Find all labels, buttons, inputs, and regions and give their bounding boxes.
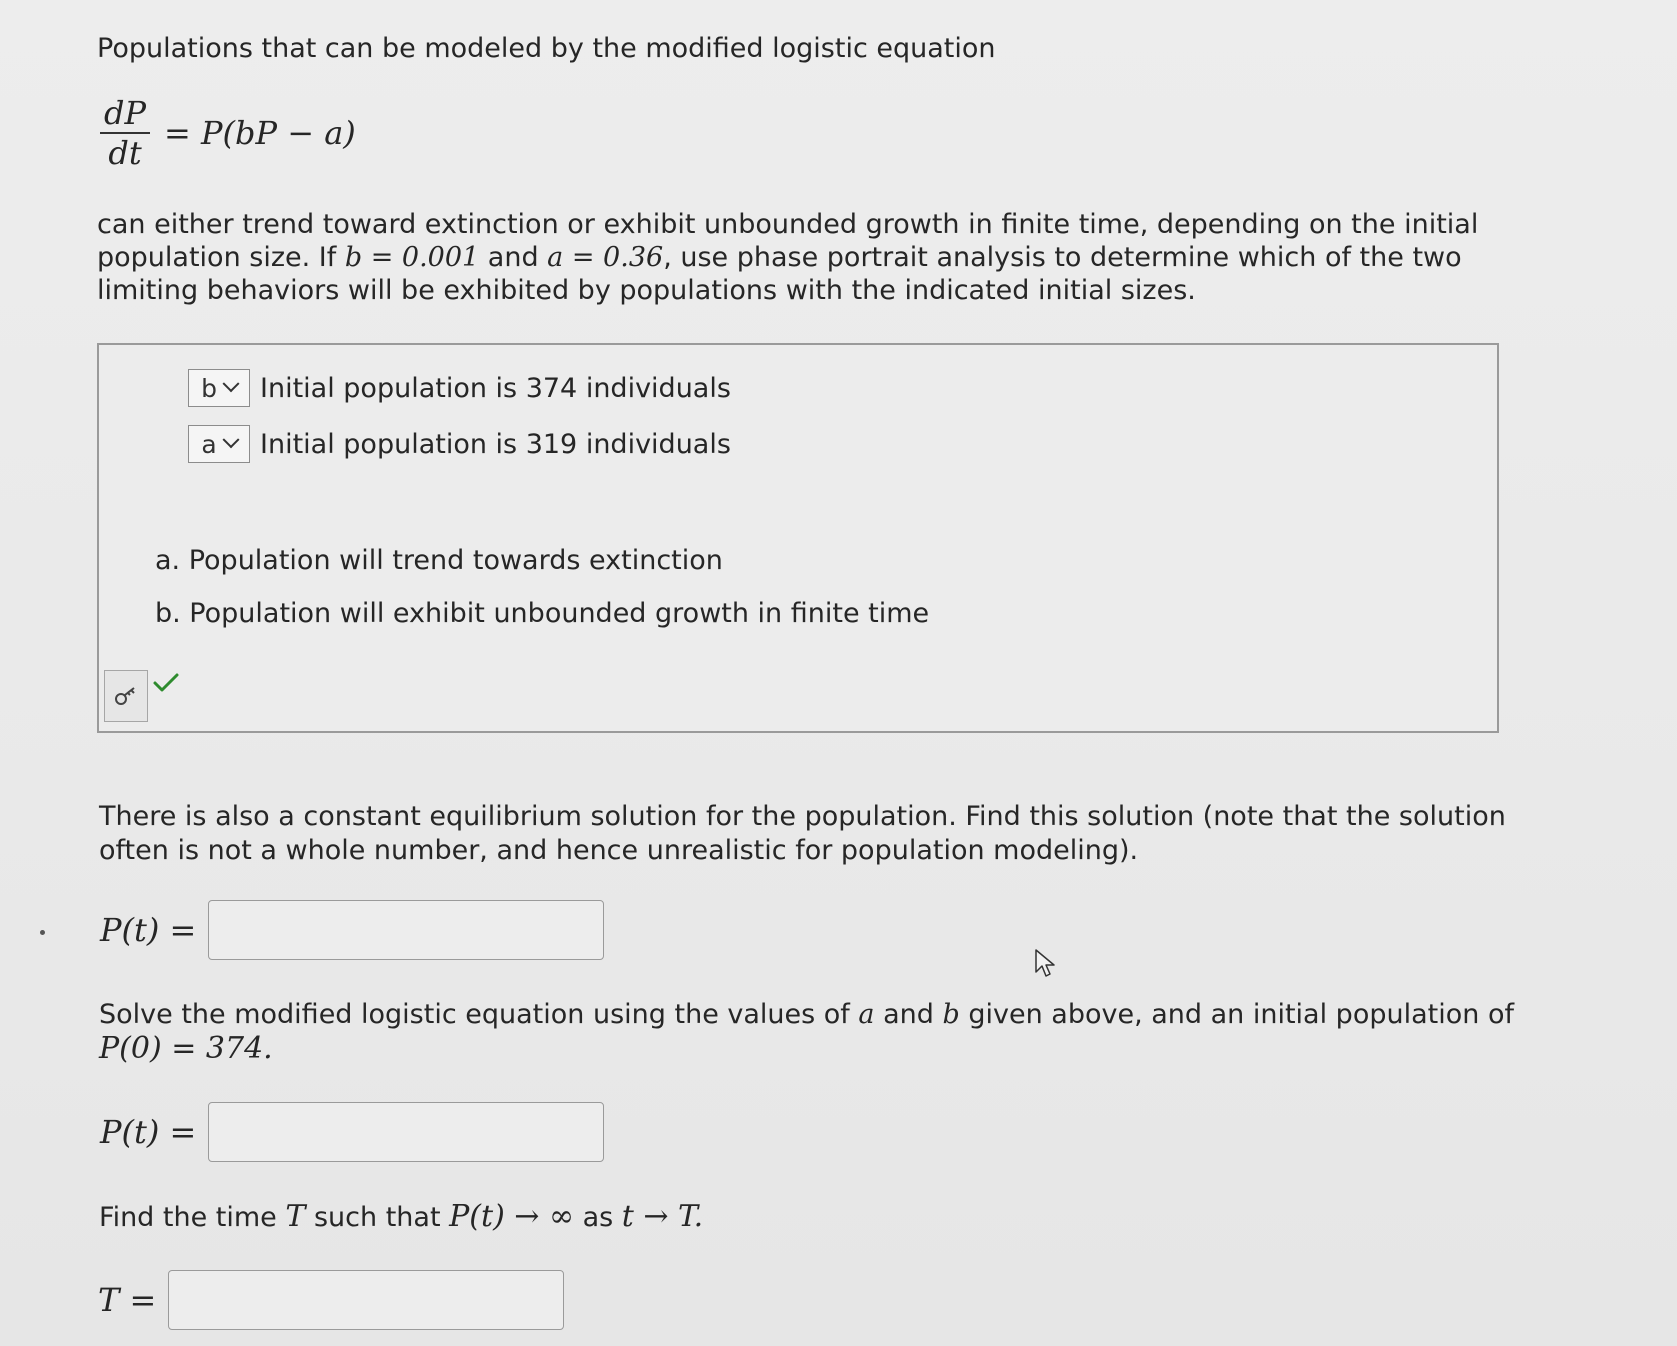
intro-text: Populations that can be modeled by the modified logistic equation [97, 33, 996, 64]
description-line-3: limiting behaviors will be exhibited by populations with the indicated initial sizes. [97, 275, 1196, 306]
derivative-fraction [100, 94, 150, 172]
select-value: a [201, 429, 217, 459]
limit-expression: t → T. [621, 1199, 704, 1234]
equilibrium-input-label: P(t) = [100, 911, 197, 949]
time-input[interactable] [168, 1270, 564, 1330]
time-input-row [98, 1270, 564, 1330]
equilibrium-line-2: often is not a whole number, and hence unrealistic for population modeling). [99, 835, 1139, 866]
equilibrium-input-row [100, 900, 604, 960]
matching-row-label: Initial population is 319 individuals [260, 428, 731, 460]
time-mid-1: such that [305, 1202, 450, 1233]
matching-row-374 [188, 369, 731, 407]
description-line-2-mid: and [479, 242, 548, 273]
logistic-equation [100, 88, 356, 178]
time-input-label: T = [98, 1281, 157, 1319]
key-icon [113, 685, 139, 707]
solution-input-label: P(t) = [100, 1113, 197, 1151]
a-value: a = 0.36 [547, 242, 664, 273]
fraction-denominator: dt [108, 134, 142, 172]
equilibrium-input[interactable] [208, 900, 604, 960]
a-variable: a [858, 999, 875, 1030]
solve-line-1 [99, 998, 1514, 1032]
solution-input-row [100, 1102, 604, 1162]
solve-line-1-a: Solve the modified logistic equation using the values of [99, 999, 859, 1030]
T-variable: T [285, 1199, 306, 1234]
solve-line-1-mid: and [874, 999, 943, 1030]
option-b: b. Population will exhibit unbounded growth in finite time [155, 598, 930, 629]
solution-input[interactable] [208, 1102, 604, 1162]
chevron-down-icon [222, 431, 239, 448]
checkmark-icon [152, 672, 180, 698]
time-mid-2: as [573, 1202, 622, 1233]
equilibrium-line-1: There is also a constant equilibrium solution for the population. Find this solution (note that the solution [99, 801, 1506, 832]
matching-row-319 [188, 425, 731, 463]
answer-select-319[interactable] [188, 425, 250, 463]
bullet-dot [40, 930, 45, 935]
time-prefix: Find the time [99, 1202, 286, 1233]
description-line-2 [97, 241, 1462, 275]
solve-line-1-b: given above, and an initial population of [959, 999, 1514, 1030]
equation-rhs: = P(bP − a) [164, 114, 356, 152]
description-line-1: can either trend toward extinction or exhibit unbounded growth in finite time, depending on the initial [97, 209, 1479, 240]
select-value: b [201, 373, 217, 403]
b-variable: b [942, 999, 960, 1030]
answer-key-button[interactable] [104, 670, 148, 722]
fraction-numerator: dP [104, 94, 147, 132]
description-line-2-suffix: , use phase portrait analysis to determine which of the two [663, 242, 1462, 273]
b-value: b = 0.001 [344, 242, 480, 273]
time-question [99, 1200, 703, 1235]
chevron-down-icon [222, 375, 239, 392]
answer-select-374[interactable] [188, 369, 250, 407]
initial-condition: P(0) = 374. [99, 1031, 273, 1066]
mouse-pointer-icon [1034, 948, 1056, 982]
matching-row-label: Initial population is 374 individuals [260, 372, 731, 404]
option-a: a. Population will trend towards extinction [155, 545, 723, 576]
description-line-2-prefix: population size. If [97, 242, 345, 273]
blowup-expression: P(t) → ∞ [449, 1199, 574, 1234]
